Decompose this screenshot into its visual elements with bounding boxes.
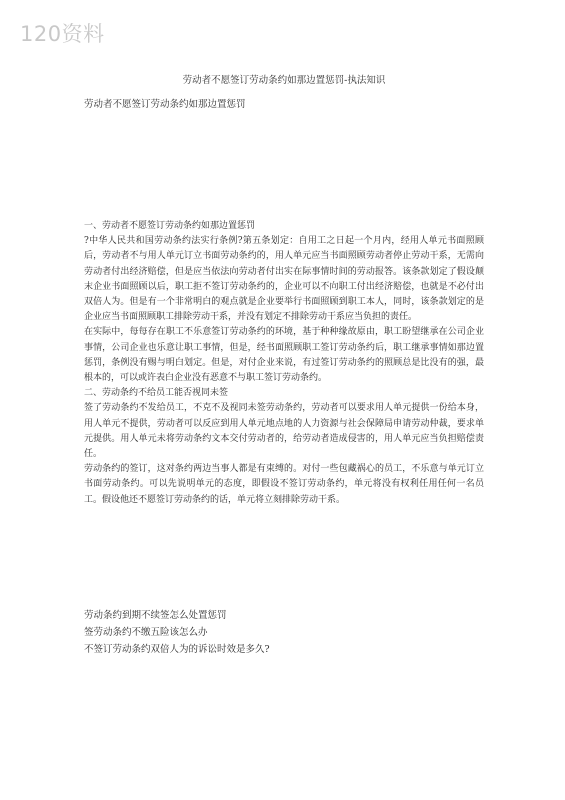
paragraph: 签了劳动条约不发给员工，不克不及视同未签劳动条约，劳动者可以要求用人单元提供一份给本身，用人单元不提供，劳动者可以反应到用人单元地点地的人力资源与社会保障局申请劳动仲裁，要求单元提供。用人单元未将劳动条约文本交付劳动者的，给劳动者造成侵害的，用人单元应当负担赔偿责任。	[84, 403, 484, 460]
section-heading-1: 一、劳动者不愿签订劳动条约如那边置惩罚	[84, 221, 256, 231]
document-subtitle: 劳动者不愿签订劳动条约如那边置惩罚	[84, 99, 246, 110]
paragraph: 在实际中，每每存在职工不乐意签订劳动条约的环境，基于种种缘故原由，职工盼望继承在公司企业事情，公司企业也乐意让职工事情，但是，经书面照顾职工签订劳动条约后，职工继承事情如那边置惩罚，条例没有赐与明白划定。但是，对付企业来说，有过签订劳动条约的照顾总是比没有的强，最根本的，可以或许表白企业没有恶意不与职工签订劳动条约。	[84, 327, 484, 384]
section-heading-2: 二、劳动条约不给员工能否视同未签	[84, 388, 229, 399]
paragraph: ?中华人民共和国劳动条约法实行条例?第五条划定：自用工之日起一个月内，经用人单元书面照顾后，劳动者不与用人单元订立书面劳动条约的，用人单元应当书面照顾劳动者停止劳动干系，无需向劳动者付出经济赔偿，但是应当依法向劳动者付出实在际事情时间的劳动报答。该条款划定了假设颠末企业书面照顾以后，职工拒不签订劳动条约的，企业可以不向职工付出经济赔偿，也就是不必付出双倍人为。但是有一个非常明白的观点就是企业要举行书面照顾到职工本人，同时，该条款划定的是企业应当书面照顾职工排除劳动干系，并没有划定不排除劳动干系应当负担的责任。	[84, 236, 484, 323]
related-article-link[interactable]: 签劳动条约不缴五险该怎么办	[84, 627, 208, 638]
related-article-link[interactable]: 劳动条约到期不续签怎么处置惩罚	[84, 610, 227, 621]
paragraph: 劳动条约的签订，这对条约两边当事人都是有束缚的。对付一些包藏祸心的员工，不乐意与单元订立书面劳动条约。可以先说明单元的态度，即假设不签订劳动条约，单元将没有权利任用任何一名员工。假设他还不愿签订劳动条约的话，单元将立刻排除劳动干系。	[84, 464, 484, 505]
related-articles	[84, 607, 484, 658]
document-title: 劳动者不愿签订劳动条约如那边置惩罚-执法知识	[182, 75, 386, 86]
watermark-logo: 120资料	[20, 22, 105, 46]
document-body	[84, 219, 484, 508]
related-article-link[interactable]: 不签订劳动条约双倍人为的诉讼时效是多久?	[84, 644, 270, 655]
